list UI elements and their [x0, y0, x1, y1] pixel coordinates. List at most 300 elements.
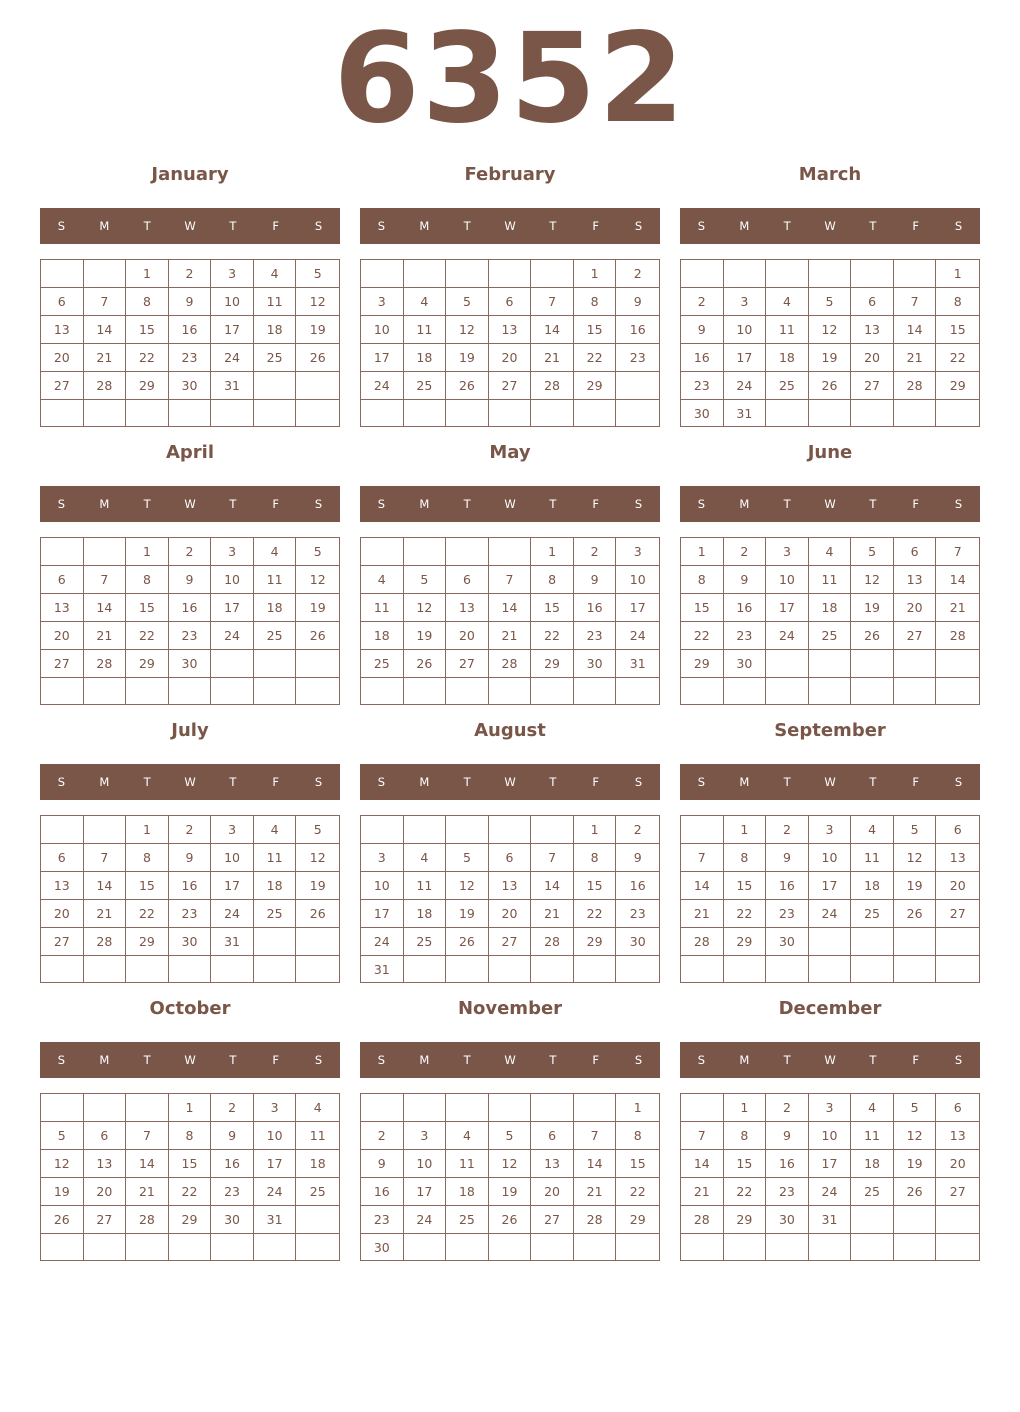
empty-cell [84, 1094, 127, 1122]
empty-cell [809, 1234, 852, 1260]
day-cell: 28 [531, 928, 574, 956]
month-name: June [807, 442, 853, 463]
month-name: December [778, 998, 882, 1019]
weekday-label: S [57, 219, 66, 233]
day-cell: 16 [574, 594, 617, 622]
empty-cell [489, 1094, 532, 1122]
day-cell: 11 [296, 1122, 339, 1150]
day-cell: 4 [296, 1094, 339, 1122]
day-cell: 3 [809, 1094, 852, 1122]
day-cell: 15 [531, 594, 574, 622]
day-cell: 13 [894, 566, 937, 594]
month-name: April [165, 442, 215, 463]
day-cell: 1 [126, 538, 169, 566]
day-cell: 30 [766, 928, 809, 956]
day-cell: 24 [211, 622, 254, 650]
day-cell: 5 [296, 816, 339, 844]
weekday-label: W [184, 1053, 196, 1067]
empty-cell [84, 1234, 127, 1260]
day-cell: 15 [724, 1150, 767, 1178]
empty-cell [851, 1206, 894, 1234]
weekday-label: W [824, 497, 836, 511]
day-cell: 27 [851, 372, 894, 400]
day-grid [40, 1093, 340, 1261]
day-cell: 6 [489, 844, 532, 872]
empty-cell [446, 1094, 489, 1122]
empty-cell [936, 678, 979, 704]
day-cell: 7 [894, 288, 937, 316]
day-cell: 11 [766, 316, 809, 344]
weekday-label: T [463, 1053, 471, 1067]
empty-cell [361, 400, 404, 426]
weekday-label: S [697, 1053, 706, 1067]
day-cell: 15 [126, 872, 169, 900]
empty-cell [296, 1206, 339, 1234]
day-cell: 19 [809, 344, 852, 372]
weekday-label: S [954, 775, 963, 789]
day-cell: 5 [446, 288, 489, 316]
day-grid [360, 815, 660, 983]
day-cell: 23 [766, 1178, 809, 1206]
day-cell: 7 [936, 538, 979, 566]
weekday-label: T [549, 1053, 557, 1067]
day-cell: 6 [936, 1094, 979, 1122]
day-cell: 11 [254, 288, 297, 316]
empty-cell [894, 400, 937, 427]
day-cell: 26 [296, 622, 339, 650]
day-cell: 27 [41, 650, 84, 678]
day-cell: 12 [296, 288, 339, 316]
weekday-header [360, 1042, 660, 1078]
day-cell: 14 [681, 872, 724, 900]
day-cell: 1 [126, 260, 169, 288]
day-cell: 23 [574, 622, 617, 650]
day-cell: 23 [211, 1178, 254, 1206]
day-cell: 8 [126, 844, 169, 872]
empty-cell [766, 260, 809, 288]
day-cell: 29 [574, 372, 617, 400]
day-cell: 30 [169, 928, 212, 956]
empty-cell [254, 928, 297, 956]
day-cell: 11 [446, 1150, 489, 1178]
day-cell: 17 [766, 594, 809, 622]
weekday-label: W [504, 219, 516, 233]
day-cell: 16 [681, 344, 724, 372]
day-cell: 24 [211, 344, 254, 372]
day-cell: 17 [361, 344, 404, 372]
day-cell: 11 [254, 844, 297, 872]
day-cell: 24 [254, 1178, 297, 1206]
empty-cell [574, 400, 617, 426]
day-cell: 27 [84, 1206, 127, 1234]
day-cell: 9 [574, 566, 617, 594]
day-cell: 31 [211, 372, 254, 400]
day-cell: 24 [809, 900, 852, 928]
day-cell: 18 [766, 344, 809, 372]
empty-cell [254, 1234, 297, 1260]
day-cell: 1 [126, 816, 169, 844]
weekday-label: S [377, 775, 386, 789]
weekday-label: T [549, 775, 557, 789]
weekday-header [360, 208, 660, 244]
empty-cell [851, 928, 894, 956]
day-cell: 7 [489, 566, 532, 594]
day-cell: 9 [616, 288, 659, 316]
day-cell: 8 [616, 1122, 659, 1150]
day-cell: 16 [169, 872, 212, 900]
day-cell: 16 [169, 316, 212, 344]
empty-cell [296, 400, 339, 426]
day-cell: 5 [489, 1122, 532, 1150]
day-cell: 15 [724, 872, 767, 900]
day-cell: 14 [574, 1150, 617, 1178]
day-cell: 5 [809, 288, 852, 316]
empty-cell [851, 1234, 894, 1260]
empty-cell [84, 678, 127, 704]
day-cell: 23 [766, 900, 809, 928]
day-cell: 10 [809, 1122, 852, 1150]
empty-cell [211, 1234, 254, 1260]
empty-cell [404, 260, 447, 288]
day-cell: 19 [446, 344, 489, 372]
day-cell: 14 [84, 594, 127, 622]
day-cell: 11 [809, 566, 852, 594]
empty-cell [766, 650, 809, 678]
empty-cell [724, 678, 767, 704]
day-cell: 21 [681, 900, 724, 928]
day-cell: 18 [254, 872, 297, 900]
empty-cell [574, 1094, 617, 1122]
day-cell: 20 [489, 344, 532, 372]
day-cell: 9 [211, 1122, 254, 1150]
empty-cell [809, 956, 852, 982]
day-grid [360, 537, 660, 705]
day-cell: 4 [809, 538, 852, 566]
empty-cell [404, 538, 447, 566]
day-cell: 12 [404, 594, 447, 622]
day-cell: 20 [531, 1178, 574, 1206]
day-cell: 3 [809, 816, 852, 844]
weekday-header [40, 1042, 340, 1078]
weekday-header [40, 486, 340, 522]
day-cell: 20 [489, 900, 532, 928]
day-cell: 5 [296, 260, 339, 288]
empty-cell [766, 956, 809, 982]
empty-cell [936, 956, 979, 982]
day-cell: 5 [851, 538, 894, 566]
day-cell: 28 [126, 1206, 169, 1234]
empty-cell [211, 956, 254, 982]
day-cell: 21 [84, 344, 127, 372]
day-cell: 27 [531, 1206, 574, 1234]
empty-cell [851, 400, 894, 427]
day-cell: 14 [936, 566, 979, 594]
empty-cell [936, 650, 979, 678]
day-cell: 4 [766, 288, 809, 316]
empty-cell [851, 260, 894, 288]
day-cell: 26 [489, 1206, 532, 1234]
day-cell: 10 [211, 844, 254, 872]
day-cell: 29 [126, 372, 169, 400]
day-cell: 3 [211, 538, 254, 566]
day-cell: 30 [361, 1234, 404, 1261]
month-name: October [149, 998, 231, 1019]
empty-cell [531, 816, 574, 844]
day-cell: 13 [531, 1150, 574, 1178]
day-cell: 31 [254, 1206, 297, 1234]
empty-cell [681, 956, 724, 982]
day-cell: 25 [404, 372, 447, 400]
weekday-label: M [419, 219, 430, 233]
empty-cell [126, 678, 169, 704]
empty-cell [41, 678, 84, 704]
empty-cell [851, 678, 894, 704]
day-cell: 25 [851, 1178, 894, 1206]
weekday-label: T [229, 775, 237, 789]
weekday-label: M [99, 497, 110, 511]
day-cell: 6 [41, 566, 84, 594]
empty-cell [41, 538, 84, 566]
day-cell: 23 [616, 344, 659, 372]
empty-cell [531, 1094, 574, 1122]
empty-cell [296, 678, 339, 704]
day-cell: 2 [766, 816, 809, 844]
day-cell: 29 [126, 650, 169, 678]
day-cell: 2 [616, 816, 659, 844]
day-cell: 17 [254, 1150, 297, 1178]
weekday-label: T [869, 219, 877, 233]
day-cell: 31 [724, 400, 767, 427]
day-cell: 25 [361, 650, 404, 678]
weekday-label: S [634, 497, 643, 511]
month-name: February [464, 164, 556, 185]
day-cell: 5 [894, 816, 937, 844]
weekday-label: T [783, 497, 791, 511]
day-cell: 16 [766, 1150, 809, 1178]
empty-cell [894, 260, 937, 288]
day-cell: 23 [361, 1206, 404, 1234]
day-cell: 13 [41, 316, 84, 344]
day-cell: 10 [724, 316, 767, 344]
day-cell: 6 [41, 844, 84, 872]
weekday-label: T [143, 219, 151, 233]
day-cell: 23 [616, 900, 659, 928]
empty-cell [446, 816, 489, 844]
day-cell: 24 [724, 372, 767, 400]
weekday-label: F [912, 1053, 920, 1067]
weekday-label: M [739, 775, 750, 789]
empty-cell [766, 1234, 809, 1260]
day-cell: 6 [531, 1122, 574, 1150]
day-cell: 19 [296, 316, 339, 344]
day-cell: 18 [254, 316, 297, 344]
empty-cell [296, 956, 339, 982]
day-cell: 3 [211, 816, 254, 844]
day-cell: 12 [41, 1150, 84, 1178]
day-grid [680, 537, 980, 705]
day-cell: 22 [531, 622, 574, 650]
day-cell: 1 [936, 260, 979, 288]
day-cell: 26 [296, 344, 339, 372]
day-cell: 16 [724, 594, 767, 622]
day-cell: 28 [936, 622, 979, 650]
day-cell: 16 [169, 594, 212, 622]
empty-cell [574, 678, 617, 704]
empty-cell [169, 400, 212, 426]
empty-cell [126, 400, 169, 426]
weekday-header [680, 1042, 980, 1078]
weekday-label: S [954, 497, 963, 511]
empty-cell [41, 1234, 84, 1260]
day-cell: 14 [681, 1150, 724, 1178]
day-cell: 26 [894, 1178, 937, 1206]
day-cell: 9 [616, 844, 659, 872]
empty-cell [531, 678, 574, 704]
empty-cell [574, 1234, 617, 1261]
day-cell: 15 [936, 316, 979, 344]
day-cell: 25 [254, 622, 297, 650]
day-cell: 25 [809, 622, 852, 650]
empty-cell [254, 372, 297, 400]
weekday-label: F [272, 497, 280, 511]
empty-cell [169, 1234, 212, 1260]
day-cell: 31 [211, 928, 254, 956]
empty-cell [531, 260, 574, 288]
empty-cell [531, 1234, 574, 1261]
day-cell: 17 [404, 1178, 447, 1206]
day-cell: 26 [851, 622, 894, 650]
weekday-label: S [314, 775, 323, 789]
day-cell: 2 [766, 1094, 809, 1122]
weekday-header [40, 764, 340, 800]
weekday-label: M [739, 497, 750, 511]
day-cell: 8 [681, 566, 724, 594]
weekday-label: F [272, 775, 280, 789]
day-cell: 26 [296, 900, 339, 928]
empty-cell [296, 1234, 339, 1260]
empty-cell [616, 678, 659, 704]
day-cell: 19 [41, 1178, 84, 1206]
weekday-label: S [314, 219, 323, 233]
empty-cell [851, 956, 894, 982]
day-cell: 7 [84, 566, 127, 594]
day-cell: 25 [446, 1206, 489, 1234]
day-cell: 27 [936, 900, 979, 928]
month-name: July [171, 720, 209, 741]
month-name: August [474, 720, 546, 741]
day-cell: 12 [296, 844, 339, 872]
month-name: January [151, 164, 229, 185]
day-cell: 13 [41, 594, 84, 622]
empty-cell [41, 1094, 84, 1122]
day-cell: 5 [41, 1122, 84, 1150]
day-cell: 22 [169, 1178, 212, 1206]
empty-cell [616, 400, 659, 426]
day-cell: 9 [766, 1122, 809, 1150]
day-cell: 28 [681, 928, 724, 956]
day-cell: 25 [254, 900, 297, 928]
day-cell: 23 [169, 622, 212, 650]
day-cell: 28 [84, 928, 127, 956]
day-cell: 4 [254, 816, 297, 844]
day-cell: 20 [936, 872, 979, 900]
day-cell: 29 [724, 1206, 767, 1234]
day-cell: 22 [616, 1178, 659, 1206]
day-cell: 18 [809, 594, 852, 622]
weekday-label: M [739, 1053, 750, 1067]
day-cell: 20 [41, 622, 84, 650]
day-cell: 12 [296, 566, 339, 594]
weekday-label: F [592, 1053, 600, 1067]
weekday-label: S [697, 497, 706, 511]
day-grid [680, 815, 980, 983]
day-cell: 13 [489, 316, 532, 344]
weekday-label: T [783, 1053, 791, 1067]
weekday-label: S [634, 775, 643, 789]
day-cell: 18 [361, 622, 404, 650]
day-cell: 1 [574, 816, 617, 844]
day-cell: 9 [681, 316, 724, 344]
empty-cell [126, 1094, 169, 1122]
empty-cell [574, 956, 617, 983]
day-cell: 27 [894, 622, 937, 650]
day-cell: 19 [296, 594, 339, 622]
day-cell: 18 [851, 872, 894, 900]
day-cell: 23 [681, 372, 724, 400]
day-cell: 26 [809, 372, 852, 400]
weekday-header [360, 486, 660, 522]
day-cell: 29 [681, 650, 724, 678]
empty-cell [41, 816, 84, 844]
day-cell: 11 [404, 316, 447, 344]
weekday-label: T [463, 497, 471, 511]
weekday-label: S [57, 775, 66, 789]
day-cell: 20 [851, 344, 894, 372]
day-cell: 1 [574, 260, 617, 288]
day-cell: 26 [446, 372, 489, 400]
day-cell: 26 [894, 900, 937, 928]
day-cell: 15 [574, 872, 617, 900]
weekday-label: W [824, 775, 836, 789]
weekday-label: S [57, 1053, 66, 1067]
day-cell: 19 [894, 872, 937, 900]
empty-cell [254, 400, 297, 426]
empty-cell [681, 1094, 724, 1122]
weekday-label: W [184, 219, 196, 233]
day-cell: 24 [404, 1206, 447, 1234]
empty-cell [681, 1234, 724, 1260]
day-cell: 30 [169, 372, 212, 400]
empty-cell [894, 928, 937, 956]
empty-cell [446, 260, 489, 288]
empty-cell [404, 816, 447, 844]
empty-cell [681, 260, 724, 288]
day-cell: 25 [851, 900, 894, 928]
day-cell: 9 [361, 1150, 404, 1178]
day-cell: 6 [936, 816, 979, 844]
day-cell: 5 [296, 538, 339, 566]
day-cell: 28 [84, 650, 127, 678]
empty-cell [531, 400, 574, 426]
day-cell: 30 [169, 650, 212, 678]
weekday-label: F [912, 775, 920, 789]
empty-cell [169, 956, 212, 982]
weekday-label: S [634, 1053, 643, 1067]
day-cell: 3 [616, 538, 659, 566]
weekday-label: S [57, 497, 66, 511]
day-cell: 10 [616, 566, 659, 594]
weekday-header [40, 208, 340, 244]
